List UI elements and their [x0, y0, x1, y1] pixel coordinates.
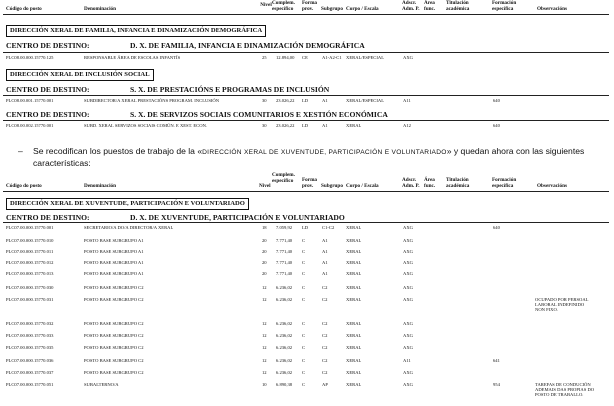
- cell-adscricion: AXG: [403, 225, 413, 230]
- cell-adscricion: AXG: [403, 382, 413, 387]
- header-nivel: Nivel: [259, 183, 271, 189]
- cell-nivel: 12: [262, 345, 267, 350]
- cell-nivel: 20: [262, 260, 267, 265]
- cell-corpo: XERAL: [346, 285, 362, 290]
- cell-corpo: XERAL: [346, 345, 362, 350]
- cell-denominacion: POSTO BASE SUBGRUPO A1: [84, 249, 144, 254]
- cell-denominacion: POSTO BASE SUBGRUPO C2: [84, 358, 144, 363]
- header-complemento: Complem. específico: [272, 172, 295, 184]
- cell-corpo: XERAL: [346, 358, 362, 363]
- cell-forma: C: [302, 285, 306, 290]
- cell-subgrupo: A1: [322, 271, 328, 276]
- cell-nivel: 18: [262, 225, 267, 230]
- cell-adscricion: AXG: [403, 345, 413, 350]
- cell-denominacion: POSTO BASE SUBGRUPO A1: [84, 238, 144, 243]
- centro-destino-servizos: [6, 110, 388, 119]
- cell-nivel: 20: [262, 238, 267, 243]
- header-forma: Forma prov.: [302, 0, 317, 12]
- cell-denominacion: SECRETARIO/A DO/A DIRECTOR/A XERAL: [84, 225, 174, 230]
- centro-value: D. X. DE FAMILIA, INFANCIA E DINAMIZACIÓN DEMOGRÁFICA: [130, 41, 365, 50]
- cell-nivel: 12: [262, 321, 267, 326]
- cell-denominacion: POSTO BASE SUBGRUPO C2: [84, 370, 144, 375]
- cell-formacion: 640: [493, 123, 500, 128]
- cell-nivel: 10: [262, 382, 267, 387]
- cell-nivel: 25: [262, 55, 267, 60]
- cell-codigo: PLC07.00.000.15770.033: [6, 333, 54, 338]
- section-box-familia: DIRECCIÓN XERAL DE FAMILIA, INFANCIA E DINAMIZACIÓN DEMOGRÁFICA: [6, 25, 266, 37]
- cell-corpo: XERAL: [346, 260, 362, 265]
- header-subgrupo: Subgrupo: [321, 6, 343, 12]
- cell-forma: C: [302, 345, 306, 350]
- cell-complemento: 23.026,22: [276, 123, 295, 128]
- cell-codigo: PLC07.00.000.15770.010: [6, 238, 54, 243]
- cell-codigo: PLC08.00.000.15770.125: [6, 55, 54, 60]
- cell-formacion: 641: [493, 358, 500, 363]
- cell-forma: C: [302, 238, 306, 243]
- cell-nivel: 12: [262, 333, 267, 338]
- section-box-xuventude: DIRECCIÓN XERAL DE XUVENTUDE, PARTICIPACIÓN E VOLUNTARIADO: [6, 198, 249, 210]
- cell-denominacion: POSTO BASE SUBGRUPO C2: [84, 321, 144, 326]
- cell-complemento: 23.026,22: [276, 98, 295, 103]
- header-codigo: Código do posto: [6, 6, 42, 12]
- cell-subgrupo: C2: [322, 370, 328, 375]
- header-adscricion: Adscr. Adm. P.: [402, 0, 420, 12]
- cell-adscricion: AXG: [403, 260, 413, 265]
- cell-codigo: PLC07.00.000.15770.051: [6, 382, 54, 387]
- cell-complemento: 6.236,02: [276, 321, 293, 326]
- header-codigo: Código do posto: [6, 183, 42, 189]
- cell-codigo: PLC07.00.000.15770.013: [6, 271, 54, 276]
- cell-denominacion: POSTO BASE SUBGRUPO C2: [84, 333, 144, 338]
- cell-forma: C: [302, 321, 306, 326]
- centro-value: D. X. DE XUVENTUDE, PARTICIPACIÓN E VOLUNTARIADO: [130, 213, 345, 222]
- cell-nivel: 12: [262, 358, 267, 363]
- cell-nivel: 20: [262, 249, 267, 254]
- paragraph-text: Se recodifican los puestos de trabajo de la «DIRECCIÓN XERAL DE XUVENTUDE, PARTICIPACIÓN E VOLUNTARIADO» y quedan ahora con las siguientes características:: [33, 146, 585, 168]
- cell-codigo: PLC07.00.000.15770.032: [6, 321, 54, 326]
- paragraph-dash: –: [18, 146, 23, 156]
- cell-subgrupo: A1: [322, 249, 328, 254]
- cell-corpo: XERAL/ESPECIAL: [346, 98, 385, 103]
- cell-forma: C: [302, 260, 306, 265]
- cell-corpo: XERAL/ESPECIAL: [346, 55, 385, 60]
- cell-corpo: XERAL: [346, 225, 362, 230]
- cell-formacion: 640: [493, 225, 500, 230]
- cell-denominacion: POSTO BASE SUBGRUPO C2: [84, 297, 144, 302]
- cell-observacions: OCUPADO POR PERSOAL LABORAL INDEFINIDO NON FIXO.: [535, 297, 589, 312]
- cell-forma: C: [302, 333, 306, 338]
- centro-label: CENTRO DE DESTINO:: [6, 85, 90, 94]
- cell-codigo: PLC07.00.000.15770.001: [6, 225, 54, 230]
- header-titulacion: Titulación académica: [446, 177, 470, 189]
- centro-value: S. X. DE PRESTACIÓNS E PROGRAMAS DE INCLUSIÓN: [130, 85, 330, 94]
- header-denominacion: Denominación: [84, 183, 116, 189]
- header-nivel: Nivel: [260, 2, 272, 8]
- header-observacions: Observacións: [537, 183, 567, 189]
- cell-forma: CE: [302, 55, 308, 60]
- header-corpo: Corpo / Escala: [346, 6, 379, 12]
- header-subgrupo: Subgrupo: [321, 183, 343, 189]
- header-formacion: Formación específica: [492, 0, 517, 12]
- cell-codigo: PLC08.00.001.15770.001: [6, 98, 54, 103]
- cell-complemento: 6.236,02: [276, 370, 293, 375]
- cell-corpo: XERAL: [346, 249, 362, 254]
- header-area: Área func.: [424, 0, 436, 12]
- cell-corpo: XERAL: [346, 297, 362, 302]
- cell-adscricion: A11: [403, 98, 411, 103]
- cell-forma: LD: [302, 225, 309, 230]
- paragraph-smallcaps: DIRECCIÓN XERAL DE XUVENTUDE, PARTICIPACIÓN E VOLUNTARIADO: [202, 149, 447, 156]
- cell-denominacion: POSTO BASE SUBGRUPO A1: [84, 260, 144, 265]
- row-rule: [3, 95, 609, 96]
- cell-subgrupo: A1: [322, 98, 328, 103]
- cell-subgrupo: A1: [322, 238, 328, 243]
- cell-nivel: 30: [262, 98, 267, 103]
- cell-subgrupo: C2: [322, 321, 328, 326]
- cell-complemento: 6.236,02: [276, 345, 293, 350]
- cell-subgrupo: C2: [322, 333, 328, 338]
- header-adscricion: Adscr. Adm. P.: [402, 177, 420, 189]
- cell-forma: C: [302, 249, 306, 254]
- header-denominacion: Denominación: [84, 6, 116, 12]
- header-rule-bottom: [3, 191, 609, 192]
- cell-nivel: 12: [262, 285, 267, 290]
- header-rule-top: [3, 14, 609, 15]
- cell-complemento: 6.236,02: [276, 297, 293, 302]
- cell-adscricion: AXG: [403, 271, 413, 276]
- centro-destino-xuventude: [6, 213, 345, 222]
- cell-adscricion: AXG: [403, 333, 413, 338]
- cell-forma: LD: [302, 98, 309, 103]
- cell-denominacion: POSTO BASE SUBGRUPO A1: [84, 271, 144, 276]
- cell-codigo: PLC07.00.000.15770.036: [6, 358, 54, 363]
- cell-adscricion: A12: [403, 123, 411, 128]
- cell-denominacion: RESPONSABLE ÁREA DE ESCOLAS INFANTÍS: [84, 55, 181, 60]
- cell-corpo: XERAL: [346, 333, 362, 338]
- row-rule: [3, 52, 609, 53]
- cell-forma: C: [302, 297, 306, 302]
- cell-subgrupo: C2: [322, 358, 328, 363]
- cell-forma: C: [302, 358, 306, 363]
- cell-complemento: 6.236,02: [276, 285, 293, 290]
- cell-denominacion: SUBALTERNO/A: [84, 382, 119, 387]
- cell-nivel: 20: [262, 271, 267, 276]
- cell-adscricion: AXG: [403, 297, 413, 302]
- cell-complemento: 7.771,40: [276, 249, 293, 254]
- cell-adscricion: AXG: [403, 370, 413, 375]
- cell-codigo: PLC07.00.000.15770.037: [6, 370, 54, 375]
- recodification-paragraph: [18, 146, 606, 169]
- cell-corpo: XERAL: [346, 382, 362, 387]
- cell-forma: C: [302, 271, 306, 276]
- cell-subgrupo: A1: [322, 260, 328, 265]
- centro-value: S. X. DE SERVIZOS SOCIAIS COMUNITARIOS E XESTIÓN ECONÓMICA: [130, 110, 388, 119]
- centro-label: CENTRO DE DESTINO:: [6, 41, 90, 50]
- cell-adscricion: AXG: [403, 55, 413, 60]
- cell-adscricion: AXG: [403, 285, 413, 290]
- cell-formacion: 640: [493, 98, 500, 103]
- cell-denominacion: POSTO BASE SUBGRUPO C2: [84, 345, 144, 350]
- cell-codigo: PLC08.00.002.15770.001: [6, 123, 54, 128]
- cell-nivel: 12: [262, 370, 267, 375]
- header-forma: Forma prov.: [302, 177, 317, 189]
- cell-codigo: PLC07.00.000.15770.031: [6, 297, 54, 302]
- header-formacion: Formación específica: [492, 177, 517, 189]
- cell-adscricion: AXG: [403, 238, 413, 243]
- cell-subgrupo: C1-C2: [322, 225, 335, 230]
- cell-forma: LD: [302, 123, 309, 128]
- header-titulacion: Titulación académica: [446, 0, 470, 12]
- cell-complemento: 7.771,40: [276, 238, 293, 243]
- centro-destino-prestacions: [6, 85, 330, 94]
- cell-complemento: 6.890,38: [276, 382, 293, 387]
- cell-codigo: PLC07.00.000.15770.011: [6, 249, 54, 254]
- cell-corpo: XERAL: [346, 238, 362, 243]
- cell-subgrupo: A1-A2-C1: [322, 55, 342, 60]
- cell-denominacion: SUBD. XERAL SERVIZOS SOCIAIS COMÚN. E XEST. ECON.: [84, 123, 208, 128]
- row-rule: [3, 222, 609, 223]
- cell-subgrupo: C2: [322, 345, 328, 350]
- header-corpo: Corpo / Escala: [346, 183, 379, 189]
- header-area: Área func.: [424, 177, 436, 189]
- cell-formacion: 954: [493, 382, 500, 387]
- centro-label: CENTRO DE DESTINO:: [6, 213, 90, 222]
- cell-complemento: 6.236,02: [276, 358, 293, 363]
- cell-forma: C: [302, 382, 306, 387]
- section-box-inclusion: DIRECCIÓN XERAL DE INCLUSIÓN SOCIAL: [6, 69, 154, 81]
- header-complemento: Complem. específico: [272, 0, 295, 12]
- centro-label: CENTRO DE DESTINO:: [6, 110, 90, 119]
- cell-nivel: 30: [262, 123, 267, 128]
- cell-denominacion: POSTO BASE SUBGRUPO C2: [84, 285, 144, 290]
- cell-forma: C: [302, 370, 306, 375]
- cell-codigo: PLC07.00.000.15770.035: [6, 345, 54, 350]
- cell-adscricion: A11: [403, 358, 411, 363]
- cell-nivel: 12: [262, 297, 267, 302]
- cell-subgrupo: C2: [322, 297, 328, 302]
- cell-subgrupo: A1: [322, 123, 328, 128]
- cell-corpo: XERAL: [346, 321, 362, 326]
- cell-corpo: XERAL: [346, 123, 362, 128]
- cell-complemento: 12.894,00: [276, 55, 295, 60]
- cell-complemento: 7.771,40: [276, 260, 293, 265]
- row-rule: [3, 120, 609, 121]
- cell-subgrupo: C2: [322, 285, 328, 290]
- cell-complemento: 7.771,40: [276, 271, 293, 276]
- cell-codigo: PLC07.00.000.15770.012: [6, 260, 54, 265]
- header-observacions: Observacións: [537, 6, 567, 12]
- cell-corpo: XERAL: [346, 370, 362, 375]
- cell-adscricion: AXG: [403, 321, 413, 326]
- cell-complemento: 7.059,92: [276, 225, 293, 230]
- cell-codigo: PLC07.00.000.15770.030: [6, 285, 54, 290]
- cell-subgrupo: AP: [322, 382, 328, 387]
- cell-denominacion: SUBDIRECTOR/A XERAL PRESTACIÓNS PROGRAM. INCLUSIÓN: [84, 98, 220, 103]
- centro-destino-familia: [6, 41, 365, 50]
- cell-observacions: TAREFAS DE CONDUCIÓN ADEMAIS DAS PROPIAS DO POSTO DE TRABALLO.: [535, 382, 595, 397]
- cell-corpo: XERAL: [346, 271, 362, 276]
- cell-adscricion: AXG: [403, 249, 413, 254]
- cell-complemento: 6.236,02: [276, 333, 293, 338]
